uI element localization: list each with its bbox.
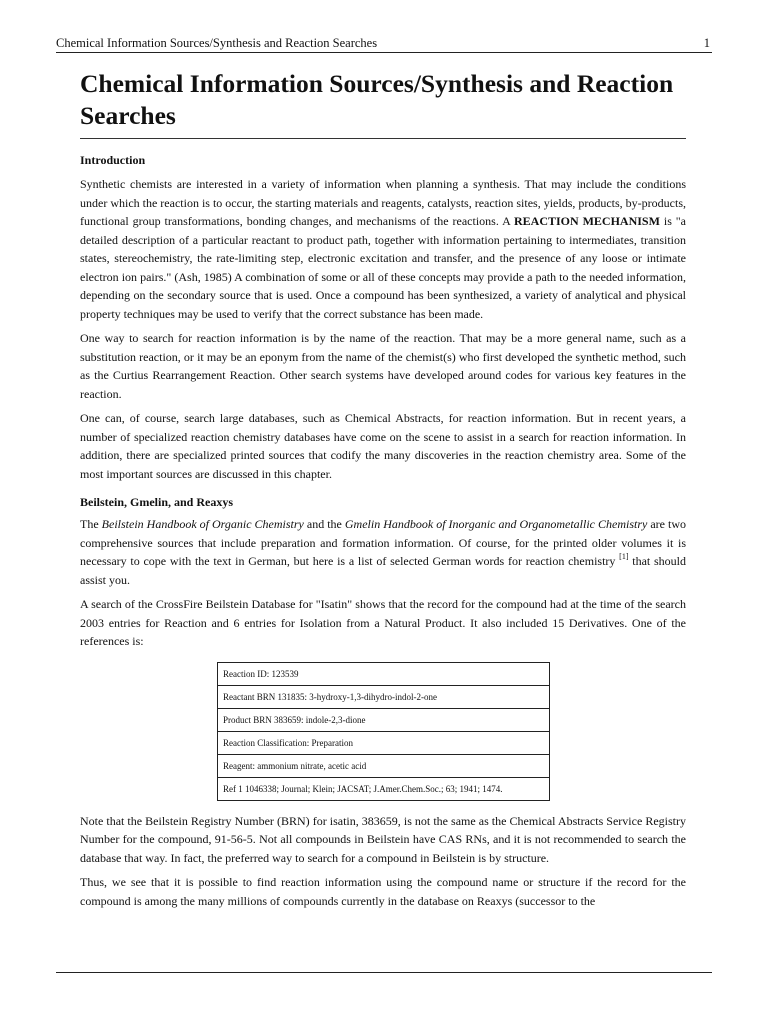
table-cell-reaction-id: Reaction ID: 123539 [218,662,550,685]
running-header-title: Chemical Information Sources/Synthesis and Reaction Searches [56,36,378,50]
footnote-link[interactable]: [1] [619,552,629,561]
section-heading-introduction: Introduction [80,153,146,167]
page-title: Chemical Information Sources/Synthesis and Reaction Searches [80,68,686,139]
intro-paragraph-1: Synthetic chemists are interested in a variety of information when planning a synthesis. That may include the conditions under which the reaction is to occur, the starting materials and reagents, catalysts, reaction sites, yields, products, by-products, functional group transformations, bonding changes, and mechanisms of the reactions. A REACTION MECHANISM is "a detailed description of a particular reactant to product path, together with information pertaining to intermediates, transition states, stereochemistry, the rate-limiting step, electronic excitation and transfer, and the presence of any loose or intimate electron ion pairs." (Ash, 1985) A combination of some or all of these concepts may provide a path to the needed information, depending on the secondary source that is used. Once a compound has been synthesized, a variety of analytical and physical property techniques may be used to verify that the correct substance has been made. [80,177,687,321]
reference-table [217,662,550,801]
table-cell-reagent: Reagent: ammonium nitrate, acetic acid [218,754,550,777]
reaction-mechanism-term: REACTION MECHANISM [514,214,660,228]
beilstein-paragraph-1: The Beilstein Handbook of Organic Chemistry and the Gmelin Handbook of Inorganic and Organometallic Chemistry are two comprehensive sources that include preparation and formation information. Of course, for the printed older volumes it is necessary to cope with the text in German, but here is a list of selected German words for reaction chemistry [1] that should assist you. [80,517,686,587]
table-cell-ref: Ref 1 1046338; Journal; Klein; JACSAT; J.Amer.Chem.Soc.; 63; 1941; 1474. [218,777,550,800]
page-number: 1 [703,36,710,50]
page-content [80,68,686,910]
beilstein-paragraph-2: A search of the CrossFire Beilstein Database for "Isatin" shows that the record for the compound had at the time of the search 2003 entries for Reaction and 6 entries for Isolation from a Natural Product. It also included 15 Derivatives. One of the references is: [80,597,686,648]
footer-divider [56,972,712,973]
table-row [218,685,550,708]
beilstein-paragraph-3: Note that the Beilstein Registry Number (BRN) for isatin, 383659, is not the same as the Chemical Abstracts Service Registry Number for the compound, 91-56-5. Not all compounds in Beilstein have CAS RNs, and it is not recommended to search the database that way. In fact, the preferred way to search for a compound in Beilstein is by structure. [80,813,686,865]
table-cell-classification: Reaction Classification: Preparation [218,731,550,754]
intro-paragraph-3: One can, of course, search large databases, such as Chemical Abstracts, for reaction information. But in recent years, a number of specialized reaction chemistry databases have come on the scene to assist in a search for reaction information. In addition, there are specialized printed sources that codify the many discoveries in the reaction chemistry area. Some of the most important sources are discussed in this chapter. [80,411,686,481]
table-row [218,662,550,685]
gmelin-handbook-title: Gmelin Handbook of Inorganic and Organometallic Chemistry [344,517,648,531]
beilstein-paragraph-4: Thus, we see that it is possible to find reaction information using the compound name or structure if the record for the compound is among the many millions of compounds currently in the database on Reaxys (successor to the [80,875,686,908]
table-row [218,777,550,800]
table-row [218,708,550,731]
table-row [218,731,550,754]
section-heading-beilstein: Beilstein, Gmelin, and Reaxys [80,495,234,509]
table-cell-reactant: Reactant BRN 131835: 3-hydroxy-1,3-dihydro-indol-2-one [218,685,550,708]
table-row [218,754,550,777]
beilstein-handbook-title: Beilstein Handbook of Organic Chemistry [101,517,304,531]
table-cell-product: Product BRN 383659: indole-2,3-dione [218,708,550,731]
running-header [56,34,712,53]
intro-paragraph-2: One way to search for reaction information is by the name of the reaction. That may be a more general name, such as a substitution reaction, or it may be an eponym from the name of the chemist(s) who first developed the synthetic method, such as the Curtius Rearrangement Reaction. Other search systems have developed around codes for various key features in the reaction. [80,331,686,401]
